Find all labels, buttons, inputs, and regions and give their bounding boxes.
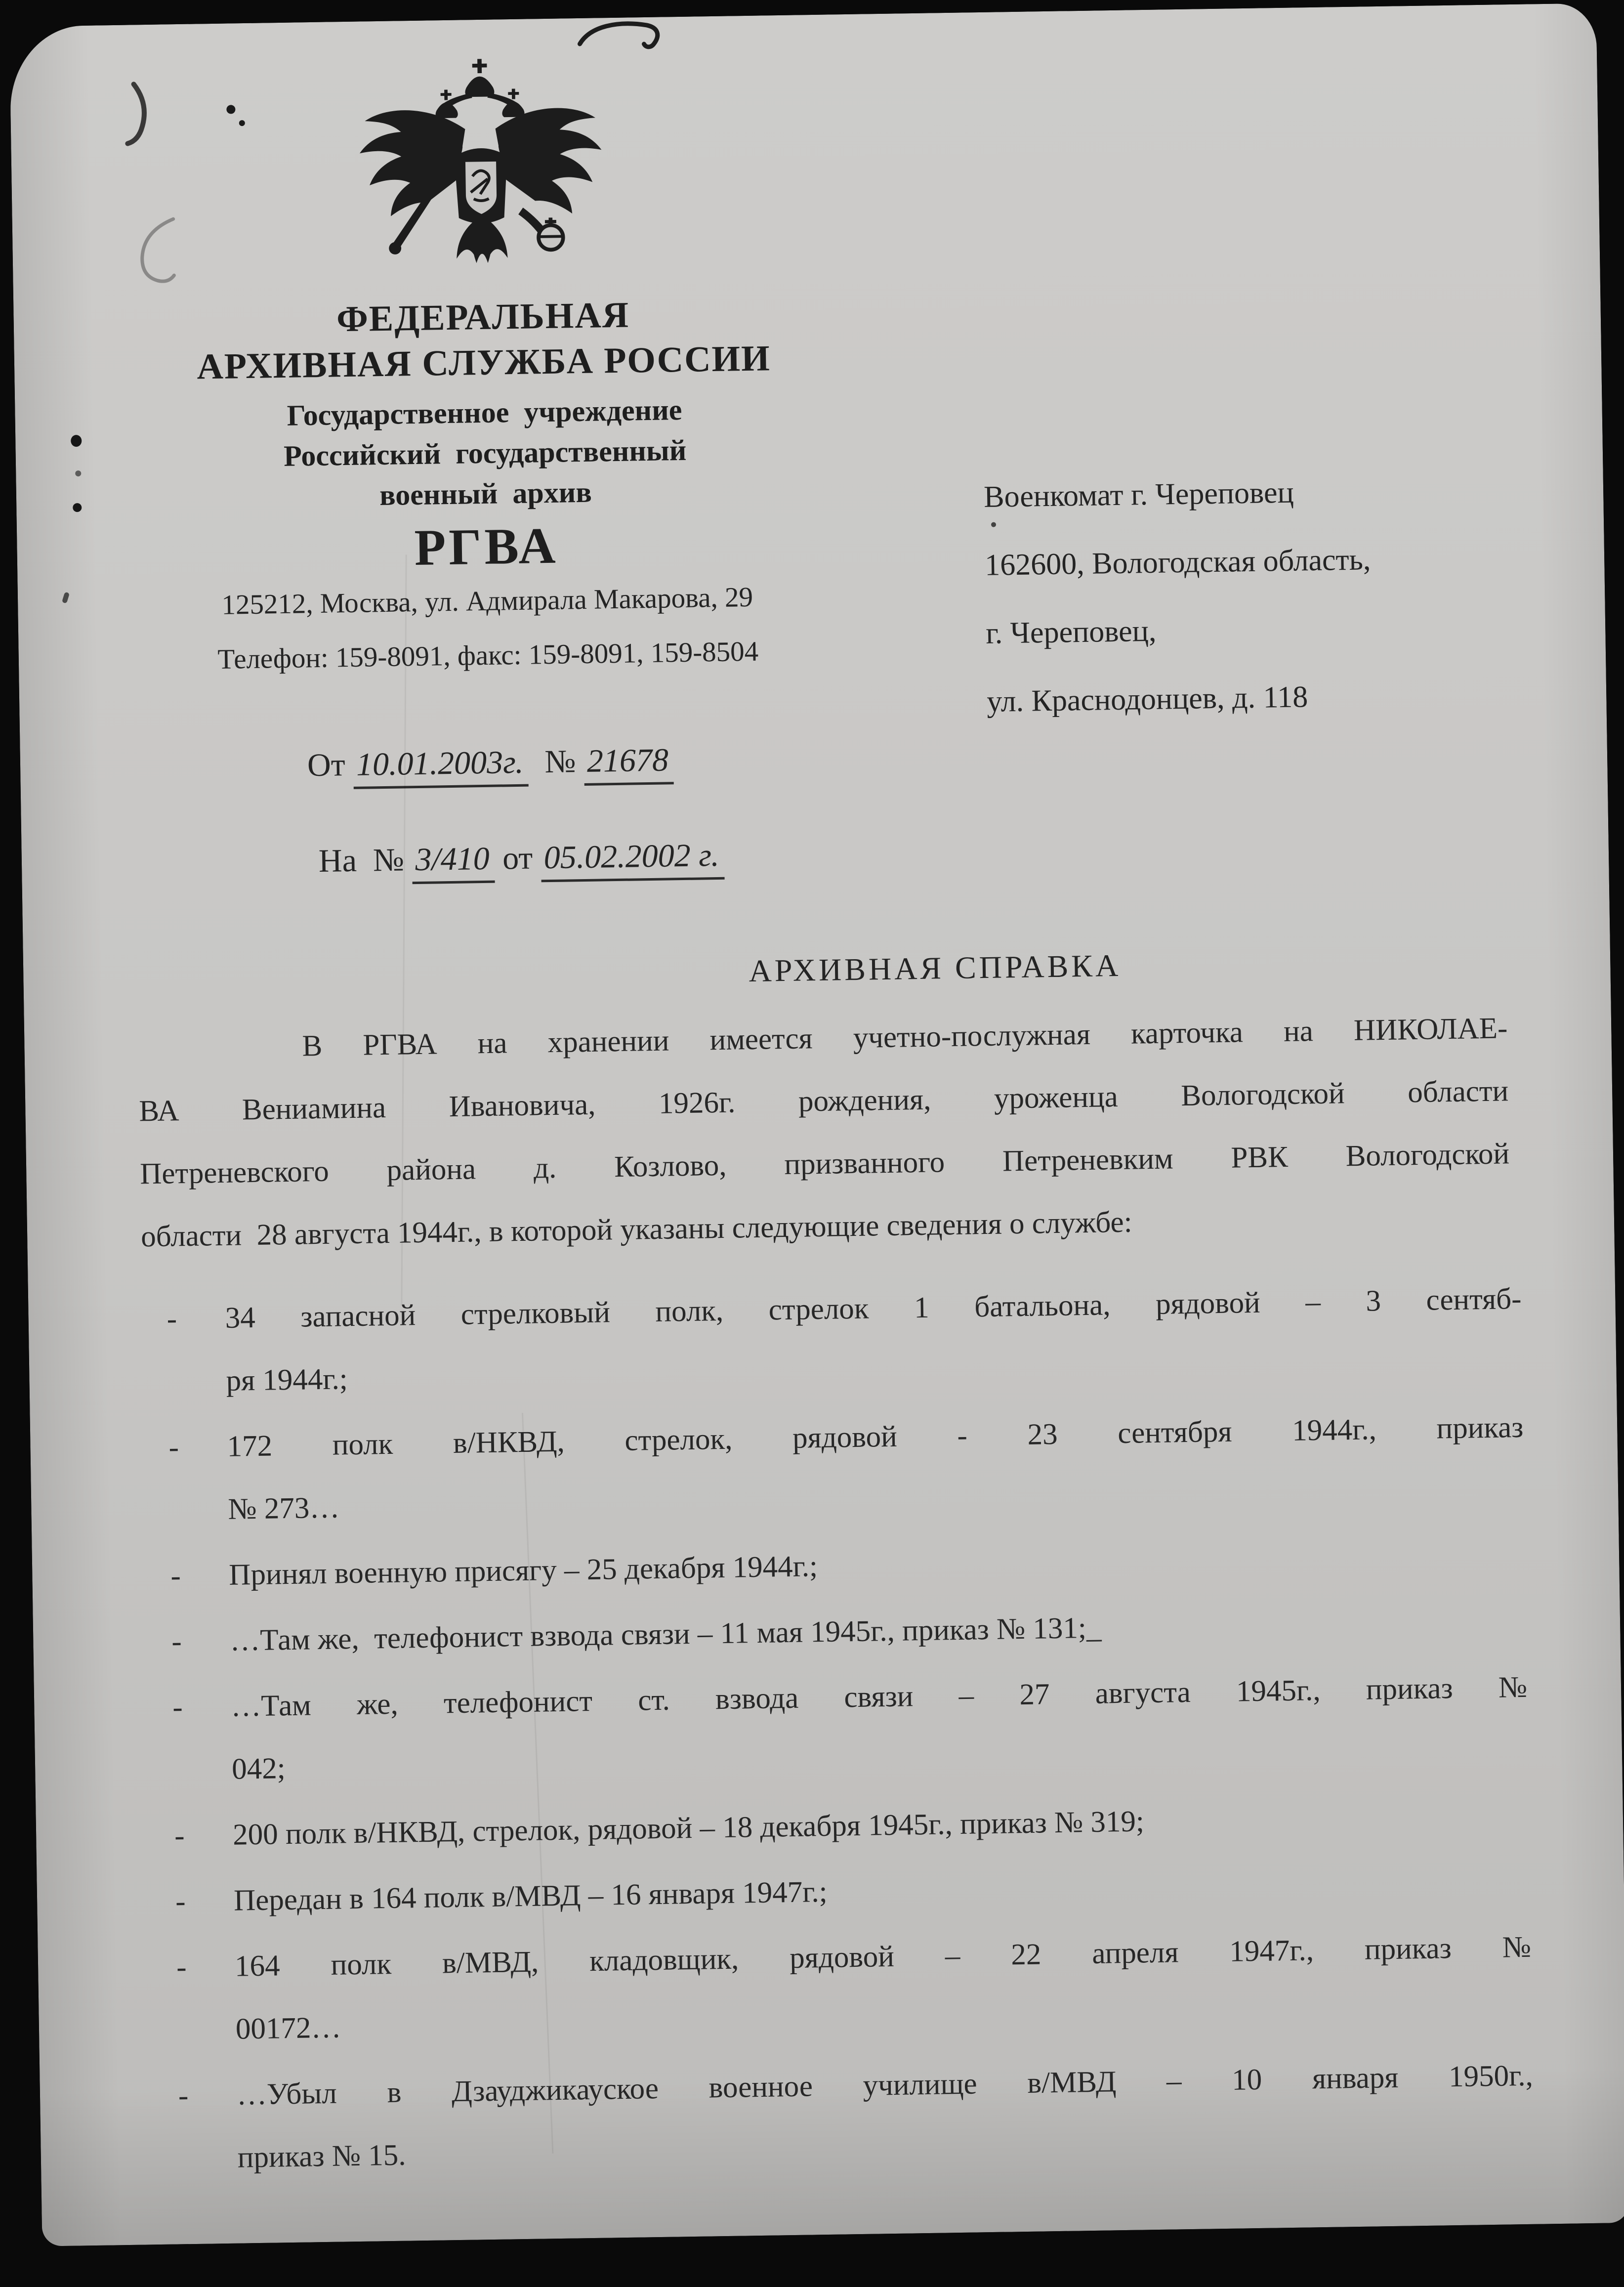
list-dash-marker: - (168, 1431, 179, 1464)
ink-spot (62, 592, 70, 604)
service-line: …Там же, телефонист ст. взвода связи – 27 августа 1945г., приказ № (230, 1670, 1528, 1723)
org-name-line-2: АРХИВНАЯ СЛУЖБА РОССИИ (196, 338, 771, 387)
recipient-line: Военкомат г. Череповец (983, 475, 1294, 514)
org-address: 125212, Москва, ул. Адмирала Макарова, 29 (221, 581, 753, 621)
service-line: Передан в 164 полк в/МВД – 16 января 1947г.; (233, 1875, 828, 1917)
list-dash-marker: - (170, 1559, 181, 1593)
list-dash-marker: - (171, 1625, 182, 1658)
service-line: Принял военную присягу – 25 декабря 1944г.; (228, 1550, 818, 1592)
ink-spot (73, 503, 82, 512)
service-line: ря 1944г.; (226, 1362, 348, 1398)
recipient-line: 162600, Вологодская область, (984, 543, 1371, 582)
recipient-line: ул. Краснодонцев, д. 118 (986, 680, 1308, 719)
incoming-ot-label: от (494, 840, 541, 877)
incoming-date: 05.02.2002 г. (541, 837, 724, 882)
outgoing-number-sign: № (528, 743, 584, 780)
list-dash-marker: - (174, 1819, 185, 1853)
intro-line: В РГВА на хранении имеется учетно-послужная карточка на НИКОЛАЕ- (302, 1012, 1508, 1063)
service-item (140, 1396, 1525, 1542)
service-record-list (138, 1268, 1535, 2193)
list-dash-marker: - (176, 1950, 187, 1984)
letterhead (112, 289, 859, 678)
document-paper (9, 3, 1624, 2246)
service-item (138, 1268, 1523, 1414)
coat-of-arms-eagle-icon (336, 50, 626, 291)
service-line: № 273… (227, 1491, 340, 1526)
recipient-address-block (983, 455, 1560, 736)
incoming-number: 3/410 (412, 841, 495, 884)
service-line: …Убыл в Дзауджикауское военное училище в/МВД – 10 января 1950г., (236, 2059, 1534, 2112)
intro-line: Петреневского района д. Козлово, призванного Петреневким РВК Вологодской (139, 1137, 1510, 1191)
list-dash-marker: - (172, 1691, 183, 1724)
service-line: 34 запасной стрелковый полк, стрелок 1 батальона, рядовой – 3 сентяб- (225, 1282, 1522, 1335)
org-abbreviation: РГВА (414, 517, 559, 577)
incoming-reference-line (269, 799, 725, 919)
service-line: 00172… (235, 2011, 341, 2046)
service-line: …Там же, телефонист взвода связи – 11 мая 1945г., приказ № 131;_ (229, 1611, 1102, 1657)
list-dash-marker: - (175, 1885, 186, 1918)
service-line: 164 полк в/МВД, кладовщик, рядовой – 22 апреля 1947г., приказ № (234, 1930, 1532, 1983)
ink-spot (75, 470, 81, 476)
incoming-on-number-label: На № (318, 842, 413, 879)
service-line: 172 полк в/НКВД, стрелок, рядовой - 23 сентября 1944г., приказ (227, 1410, 1524, 1463)
outgoing-from-label: От (307, 746, 354, 784)
intro-line: области 28 августа 1944г., в которой указаны следующие сведения о службе: (140, 1205, 1133, 1254)
recipient-line: г. Череповец, (985, 614, 1157, 650)
org-name-line-1: ФЕДЕРАЛЬНАЯ (336, 295, 630, 340)
service-line: 200 полк в/НКВД, стрелок, рядовой – 18 декабря 1945г., приказ № 319; (232, 1805, 1145, 1852)
handwritten-squiggle-mark (573, 17, 672, 63)
outgoing-number: 21678 (583, 742, 673, 786)
service-line: приказ № 15. (237, 2138, 406, 2174)
list-dash-marker: - (167, 1302, 177, 1336)
outgoing-date: 10.01.2003г. (353, 744, 529, 789)
institution-line-3: военный архив (379, 475, 592, 512)
ink-smudge-mark (114, 68, 253, 159)
intro-paragraph (138, 997, 1511, 1268)
ink-spot (71, 435, 82, 447)
intro-line: ВА Вениамина Ивановича, 1926г. рождения, уроженца Вологодской области (138, 1074, 1509, 1128)
certificate-title: АРХИВНАЯ СПРАВКА (749, 947, 1122, 989)
service-item (147, 1916, 1532, 2062)
org-phone: Телефон: 159-8091, факс: 159-8091, 159-8504 (217, 635, 759, 675)
list-dash-marker: - (178, 2079, 189, 2113)
institution-line-1: Государственное учреждение (287, 393, 682, 432)
service-line: 042; (231, 1752, 286, 1786)
ink-spot (991, 522, 996, 527)
service-item (143, 1656, 1528, 1802)
faint-curl-mark (125, 212, 196, 297)
service-item (149, 2044, 1534, 2191)
institution-line-2: Российский государственный (283, 433, 687, 472)
